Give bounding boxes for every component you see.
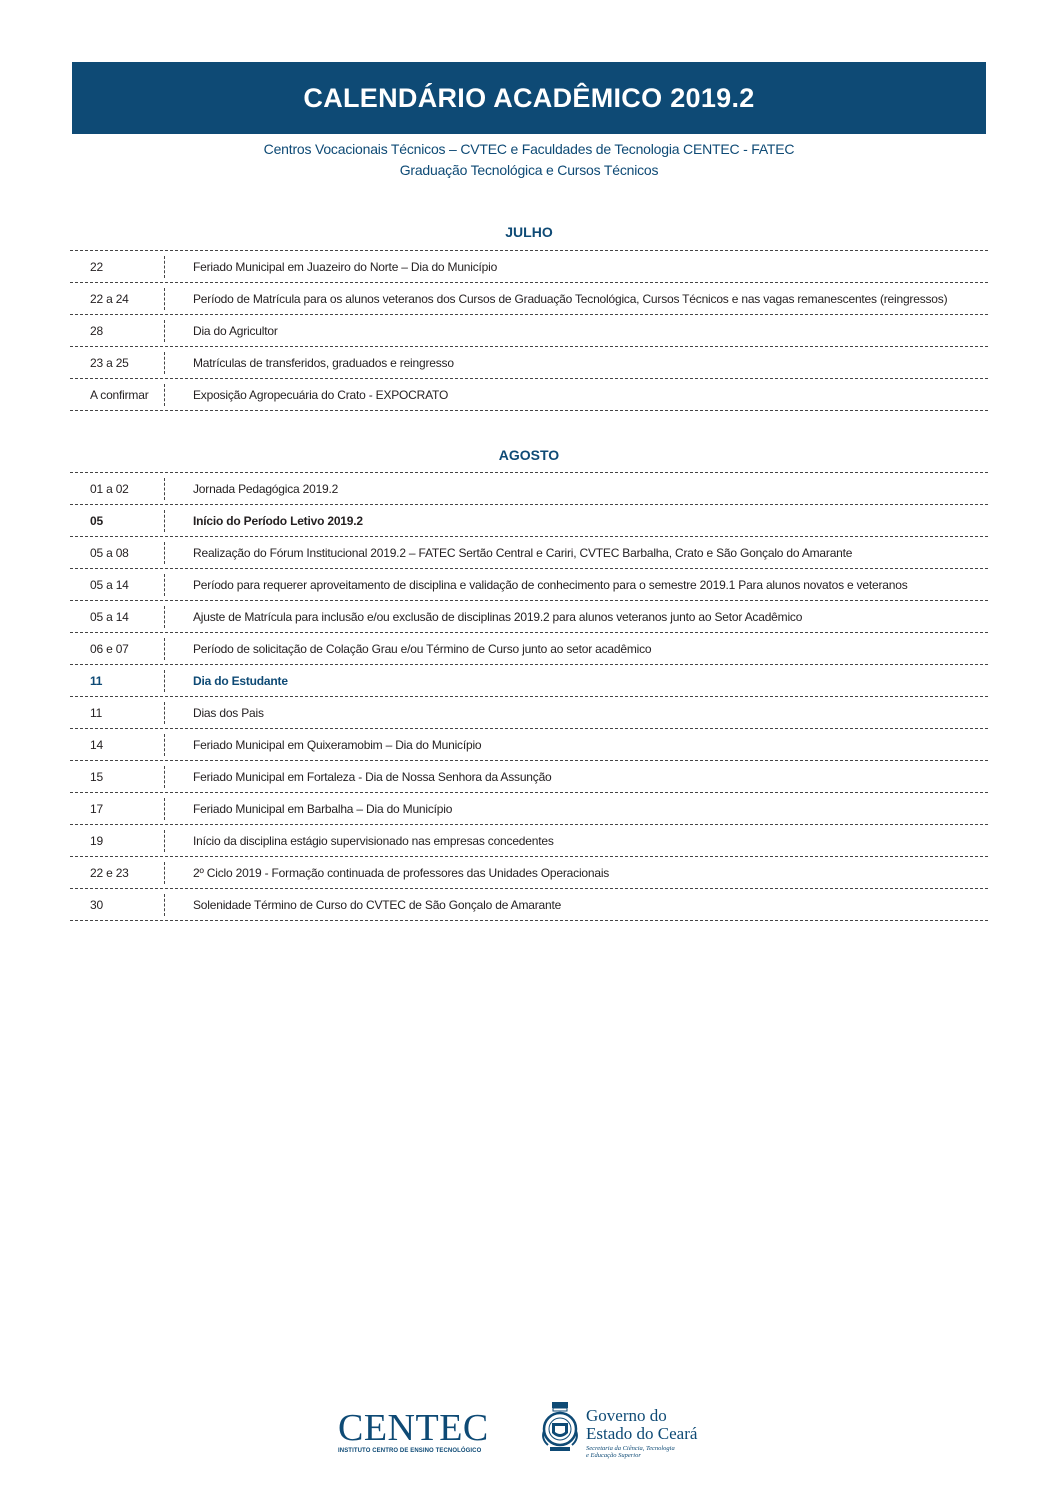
table-row — [70, 537, 988, 569]
calendar-table-julho — [70, 250, 988, 411]
row-date: 06 e 07 — [90, 642, 129, 656]
table-row — [70, 315, 988, 347]
centec-logo-subtitle: INSTITUTO CENTRO DE ENSINO TECNOLÓGICO — [338, 1448, 482, 1454]
page-title: CALENDÁRIO ACADÊMICO 2019.2 — [72, 62, 986, 134]
table-row — [70, 793, 988, 825]
row-date: 14 — [90, 738, 103, 752]
row-description: Feriado Municipal em Fortaleza - Dia de Nossa Senhora da Assunção — [193, 770, 552, 784]
gov-logo-secretaria-cont: e Educação Superior — [586, 1452, 641, 1459]
table-row — [70, 569, 988, 601]
month-heading-agosto: AGOSTO — [498, 447, 560, 463]
row-date: 28 — [90, 324, 103, 338]
centec-logo — [338, 1408, 510, 1458]
row-date: 05 — [90, 514, 103, 528]
month-heading-julho: JULHO — [505, 224, 553, 240]
column-divider — [164, 542, 165, 564]
column-divider — [164, 638, 165, 660]
row-description: Ajuste de Matrícula para inclusão e/ou exclusão de disciplinas 2019.2 para alunos veteranos junto ao Setor Acadêmico — [193, 610, 803, 624]
table-row — [70, 347, 988, 379]
row-description: Período de solicitação de Colação Grau e/ou Término de Curso junto ao setor acadêmico — [193, 642, 652, 656]
table-row — [70, 473, 988, 505]
row-description: Feriado Municipal em Juazeiro do Norte – Dia do Município — [193, 260, 498, 274]
row-date: 01 a 02 — [90, 482, 129, 496]
row-date: 05 a 14 — [90, 610, 129, 624]
table-row — [70, 857, 988, 889]
table-row-period-start — [70, 505, 988, 537]
column-divider — [164, 862, 165, 884]
row-description: Feriado Municipal em Quixeramobim – Dia do Município — [193, 738, 482, 752]
subtitle-courses: Graduação Tecnológica e Cursos Técnicos — [399, 162, 659, 178]
column-divider — [164, 606, 165, 628]
column-divider — [164, 830, 165, 852]
row-description: Dia do Estudante — [193, 674, 288, 688]
row-description: Período de Matrícula para os alunos veteranos dos Cursos de Graduação Tecnológica, Cursos Técnicos e nas vagas remanescentes (reingressos) — [193, 292, 948, 306]
column-divider — [164, 478, 165, 500]
table-row — [70, 729, 988, 761]
row-description: Dias dos Pais — [193, 706, 264, 720]
column-divider — [164, 798, 165, 820]
row-date: A confirmar — [90, 388, 149, 402]
coat-of-arms-icon — [538, 1401, 582, 1453]
row-description: Solenidade Término de Curso do CVTEC de São Gonçalo de Amarante — [193, 898, 562, 912]
gov-logo-line2: Estado do Ceará — [586, 1424, 698, 1443]
column-divider — [164, 702, 165, 724]
row-description: Jornada Pedagógica 2019.2 — [193, 482, 339, 496]
row-date: 05 a 14 — [90, 578, 129, 592]
row-date: 11 — [90, 706, 103, 720]
row-date: 19 — [90, 834, 103, 848]
row-date: 22 a 24 — [90, 292, 129, 306]
row-description: Dia do Agricultor — [193, 324, 278, 338]
table-row-student-day — [70, 665, 988, 697]
table-row — [70, 633, 988, 665]
column-divider — [164, 510, 165, 532]
column-divider — [164, 574, 165, 596]
column-divider — [164, 670, 165, 692]
row-description: Exposição Agropecuária do Crato - EXPOCRATO — [193, 388, 449, 402]
row-date: 11 — [90, 674, 103, 688]
governo-ceara-logo — [538, 1401, 738, 1471]
table-row — [70, 761, 988, 793]
table-row — [70, 601, 988, 633]
row-description: Período para requerer aproveitamento de disciplina e validação de conhecimento para o semestre 2019.1 Para alunos novatos e veteranos — [193, 578, 908, 592]
column-divider — [164, 288, 165, 310]
table-row — [70, 697, 988, 729]
table-row — [70, 889, 988, 921]
table-row — [70, 283, 988, 315]
row-description: Realização do Fórum Institucional 2019.2 – FATEC Sertão Central e Cariri, CVTEC Barbalha, Crato e São Gonçalo do Amarante — [193, 546, 853, 560]
row-description: Feriado Municipal em Barbalha – Dia do Município — [193, 802, 453, 816]
row-date: 23 a 25 — [90, 356, 129, 370]
column-divider — [164, 894, 165, 916]
column-divider — [164, 320, 165, 342]
row-date: 15 — [90, 770, 103, 784]
row-date: 17 — [90, 802, 103, 816]
row-date: 22 e 23 — [90, 866, 129, 880]
row-date: 22 — [90, 260, 103, 274]
row-description: 2º Ciclo 2019 - Formação continuada de professores das Unidades Operacionais — [193, 866, 610, 880]
row-description: Início do Período Letivo 2019.2 — [193, 514, 363, 528]
calendar-table-agosto — [70, 472, 988, 921]
centec-logo-name: CENTEC — [338, 1407, 489, 1449]
column-divider — [164, 766, 165, 788]
row-date: 05 a 08 — [90, 546, 129, 560]
row-description: Início da disciplina estágio supervisionado nas empresas concedentes — [193, 834, 554, 848]
table-row — [70, 825, 988, 857]
column-divider — [164, 734, 165, 756]
table-row — [70, 251, 988, 283]
column-divider — [164, 352, 165, 374]
gov-logo-secretaria: Secretaria da Ciência, Tecnologia — [586, 1445, 675, 1452]
gov-logo-line1: Governo do — [586, 1406, 667, 1425]
row-date: 30 — [90, 898, 103, 912]
row-description: Matrículas de transferidos, graduados e reingresso — [193, 356, 454, 370]
column-divider — [164, 256, 165, 278]
column-divider — [164, 384, 165, 406]
table-row — [70, 379, 988, 411]
subtitle-institutions: Centros Vocacionais Técnicos – CVTEC e Faculdades de Tecnologia CENTEC - FATEC — [263, 141, 795, 157]
